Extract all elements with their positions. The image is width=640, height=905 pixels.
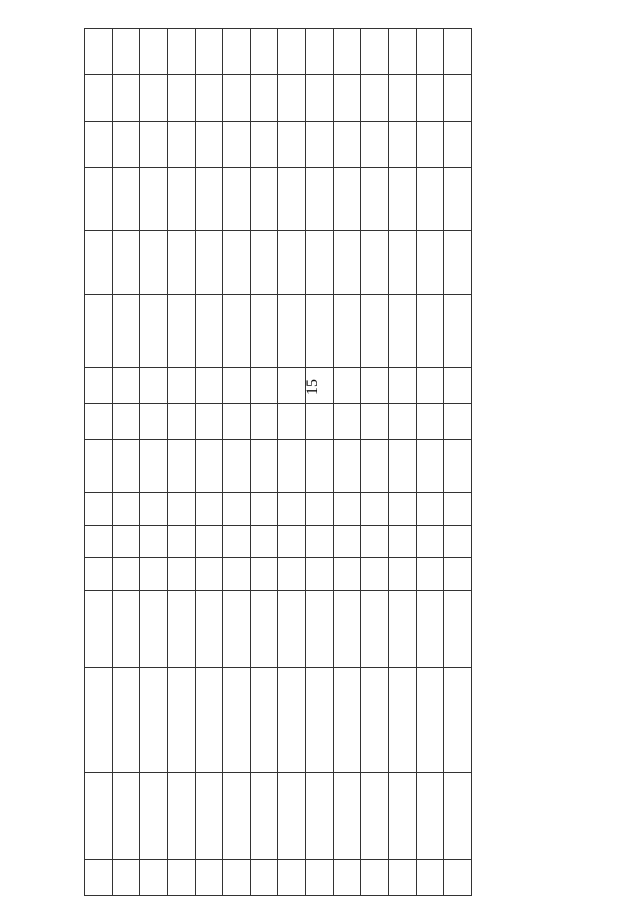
table-cell [389, 772, 417, 859]
table-cell [278, 404, 306, 440]
table-cell [85, 440, 113, 493]
table-cell [333, 231, 361, 294]
table-cell [112, 493, 140, 526]
table-cell [306, 493, 334, 526]
table-cell [223, 440, 251, 493]
table-cell [85, 493, 113, 526]
table-cell [361, 368, 389, 404]
table-cell [223, 668, 251, 773]
table-cell [140, 231, 168, 294]
table-cell [195, 121, 223, 167]
table-cell [361, 121, 389, 167]
table-cell [85, 525, 113, 558]
table-cell [250, 121, 278, 167]
table-cell [444, 231, 472, 294]
table-cell [112, 294, 140, 368]
table-cell [223, 167, 251, 230]
table-cell [167, 525, 195, 558]
table-cell [306, 167, 334, 230]
table-cell [306, 231, 334, 294]
table-cell [278, 231, 306, 294]
table-cell [278, 440, 306, 493]
table-cell [333, 29, 361, 75]
table-row [223, 29, 251, 896]
table-cell [140, 294, 168, 368]
table-cell [361, 493, 389, 526]
table-cell [85, 121, 113, 167]
table-cell [195, 558, 223, 591]
table-cell [416, 668, 444, 773]
rotated-table [84, 28, 472, 896]
table-cell [278, 75, 306, 121]
table-cell [333, 368, 361, 404]
table-cell [85, 591, 113, 668]
table-cell [195, 440, 223, 493]
table-cell [416, 29, 444, 75]
table-row [361, 29, 389, 896]
table-cell [389, 294, 417, 368]
table-cell [389, 167, 417, 230]
table-cell [416, 368, 444, 404]
table-cell [85, 75, 113, 121]
table-cell [333, 772, 361, 859]
table-row [389, 29, 417, 896]
table-cell [85, 404, 113, 440]
table-cell [416, 440, 444, 493]
table-cell [223, 558, 251, 591]
table-cell [361, 860, 389, 896]
table-cell [112, 29, 140, 75]
table-cell [306, 668, 334, 773]
table-cell [416, 493, 444, 526]
table-cell [361, 75, 389, 121]
table-cell [167, 368, 195, 404]
table-cell [223, 75, 251, 121]
table-cell [250, 167, 278, 230]
table-cell [140, 404, 168, 440]
budget-table [84, 28, 472, 896]
table-cell [389, 591, 417, 668]
table-cell [444, 368, 472, 404]
table-cell [195, 860, 223, 896]
table-cell [389, 75, 417, 121]
table-cell [389, 231, 417, 294]
table-cell [250, 404, 278, 440]
table-cell [333, 558, 361, 591]
table-cell [223, 29, 251, 75]
table-cell [85, 668, 113, 773]
table-cell [361, 440, 389, 493]
table-cell [140, 558, 168, 591]
table-cell [85, 860, 113, 896]
table-cell [306, 772, 334, 859]
table-cell [223, 772, 251, 859]
table-cell [444, 558, 472, 591]
table-cell [195, 404, 223, 440]
table-cell [278, 591, 306, 668]
table-cell [333, 525, 361, 558]
table-cell [361, 294, 389, 368]
table-cell [250, 231, 278, 294]
table-cell [85, 772, 113, 859]
table-cell [250, 294, 278, 368]
table-row [195, 29, 223, 896]
table-cell [167, 294, 195, 368]
table-cell [416, 121, 444, 167]
table-cell [167, 167, 195, 230]
table-cell [278, 294, 306, 368]
table-cell [167, 404, 195, 440]
table-cell [195, 591, 223, 668]
table-cell [195, 772, 223, 859]
table-row [167, 29, 195, 896]
table-cell [444, 75, 472, 121]
table-cell [416, 75, 444, 121]
table-cell [195, 668, 223, 773]
table-cell [278, 368, 306, 404]
table-cell [140, 525, 168, 558]
table-cell [140, 368, 168, 404]
table-cell [223, 294, 251, 368]
table-cell [333, 591, 361, 668]
table-cell [361, 404, 389, 440]
table-cell [195, 231, 223, 294]
table-cell [306, 404, 334, 440]
table-cell [389, 668, 417, 773]
table-cell [444, 772, 472, 859]
table-row [112, 29, 140, 896]
table-cell [85, 167, 113, 230]
table-cell [361, 525, 389, 558]
table-cell [85, 558, 113, 591]
table-cell [389, 404, 417, 440]
table-cell [223, 493, 251, 526]
table-cell [167, 860, 195, 896]
table-cell [444, 294, 472, 368]
table-cell [140, 29, 168, 75]
table-cell [389, 29, 417, 75]
table-cell [306, 525, 334, 558]
table-cell [444, 591, 472, 668]
table-cell [223, 231, 251, 294]
table-cell [333, 294, 361, 368]
table-cell [250, 368, 278, 404]
table-cell [140, 121, 168, 167]
table-cell [306, 29, 334, 75]
table-cell [416, 558, 444, 591]
table-cell [112, 558, 140, 591]
table-cell [278, 558, 306, 591]
table-cell [250, 558, 278, 591]
table-cell [333, 167, 361, 230]
table-cell [112, 440, 140, 493]
table-cell [389, 121, 417, 167]
table-cell [278, 860, 306, 896]
table-cell [278, 167, 306, 230]
table-cell [361, 668, 389, 773]
table-cell [223, 525, 251, 558]
table-cell [167, 29, 195, 75]
table-cell [140, 167, 168, 230]
table-cell [333, 860, 361, 896]
table-cell [167, 668, 195, 773]
table-cell [223, 404, 251, 440]
table-cell [223, 121, 251, 167]
table-row [250, 29, 278, 896]
table-cell [112, 167, 140, 230]
table-cell [389, 525, 417, 558]
table-row [444, 29, 472, 896]
table-cell [140, 75, 168, 121]
table-cell [140, 860, 168, 896]
table-cell [333, 121, 361, 167]
table-cell [140, 772, 168, 859]
table-cell [389, 558, 417, 591]
table-cell [167, 75, 195, 121]
table-cell [195, 29, 223, 75]
table-cell [223, 368, 251, 404]
table-cell [333, 75, 361, 121]
table-cell [444, 860, 472, 896]
table-cell [444, 440, 472, 493]
table-cell [361, 231, 389, 294]
table-cell [278, 525, 306, 558]
table-cell [444, 668, 472, 773]
table-cell [416, 772, 444, 859]
table-cell [389, 493, 417, 526]
table-row [85, 29, 113, 896]
table-cell [306, 558, 334, 591]
table-cell [333, 668, 361, 773]
table-cell [416, 231, 444, 294]
table-cell [416, 860, 444, 896]
table-cell [250, 440, 278, 493]
table-cell [278, 493, 306, 526]
table-cell [444, 121, 472, 167]
table-cell [112, 591, 140, 668]
table-cell [444, 167, 472, 230]
table-cell [389, 440, 417, 493]
table-cell [112, 121, 140, 167]
rotated-table-container [84, 28, 472, 896]
table-cell [112, 772, 140, 859]
table-cell [333, 404, 361, 440]
table-cell [112, 404, 140, 440]
table-cell [112, 368, 140, 404]
table-cell [250, 525, 278, 558]
table-cell [306, 121, 334, 167]
table-row [278, 29, 306, 896]
table-cell [195, 167, 223, 230]
table-cell [195, 75, 223, 121]
table-cell [278, 29, 306, 75]
table-cell [167, 558, 195, 591]
table-cell [278, 772, 306, 859]
table-cell [416, 591, 444, 668]
table-cell [306, 440, 334, 493]
table-cell [444, 525, 472, 558]
table-cell [167, 440, 195, 493]
table-cell [278, 668, 306, 773]
table-cell [361, 558, 389, 591]
table-cell [140, 591, 168, 668]
table-cell [444, 404, 472, 440]
table-cell [250, 75, 278, 121]
table-cell [112, 668, 140, 773]
table-cell [250, 493, 278, 526]
table-cell [112, 231, 140, 294]
table-cell [444, 493, 472, 526]
table-cell [333, 493, 361, 526]
table-cell [361, 167, 389, 230]
table-cell [85, 29, 113, 75]
table-cell [333, 440, 361, 493]
table-cell [361, 591, 389, 668]
table-cell [167, 231, 195, 294]
table-cell [195, 368, 223, 404]
table-row [333, 29, 361, 896]
table-cell [250, 668, 278, 773]
table-cell [306, 860, 334, 896]
table-cell [112, 525, 140, 558]
table-cell [85, 231, 113, 294]
table-cell [444, 29, 472, 75]
table-cell [416, 294, 444, 368]
table-cell [306, 591, 334, 668]
table-cell [389, 368, 417, 404]
table-cell [361, 29, 389, 75]
table-cell [250, 29, 278, 75]
table-cell [140, 493, 168, 526]
table-cell [195, 294, 223, 368]
table-cell [112, 75, 140, 121]
table-row [306, 29, 334, 896]
table-cell [140, 440, 168, 493]
table-cell [250, 860, 278, 896]
table-cell [250, 591, 278, 668]
table-cell [361, 772, 389, 859]
table-cell [167, 493, 195, 526]
table-cell [223, 860, 251, 896]
table-cell [85, 294, 113, 368]
table-cell [167, 591, 195, 668]
table-cell [195, 493, 223, 526]
table-row [140, 29, 168, 896]
table-cell [85, 368, 113, 404]
table-cell [167, 121, 195, 167]
table-cell [223, 591, 251, 668]
table-cell [416, 167, 444, 230]
table-cell [306, 368, 334, 404]
page-number: 15 [304, 379, 321, 395]
table-cell [416, 404, 444, 440]
table-cell [167, 772, 195, 859]
table-cell [250, 772, 278, 859]
table-cell [278, 121, 306, 167]
table-cell [306, 75, 334, 121]
table-cell [112, 860, 140, 896]
table-cell [389, 860, 417, 896]
table-cell [306, 294, 334, 368]
table-cell [140, 668, 168, 773]
table-row [416, 29, 444, 896]
table-cell [416, 525, 444, 558]
table-cell [195, 525, 223, 558]
